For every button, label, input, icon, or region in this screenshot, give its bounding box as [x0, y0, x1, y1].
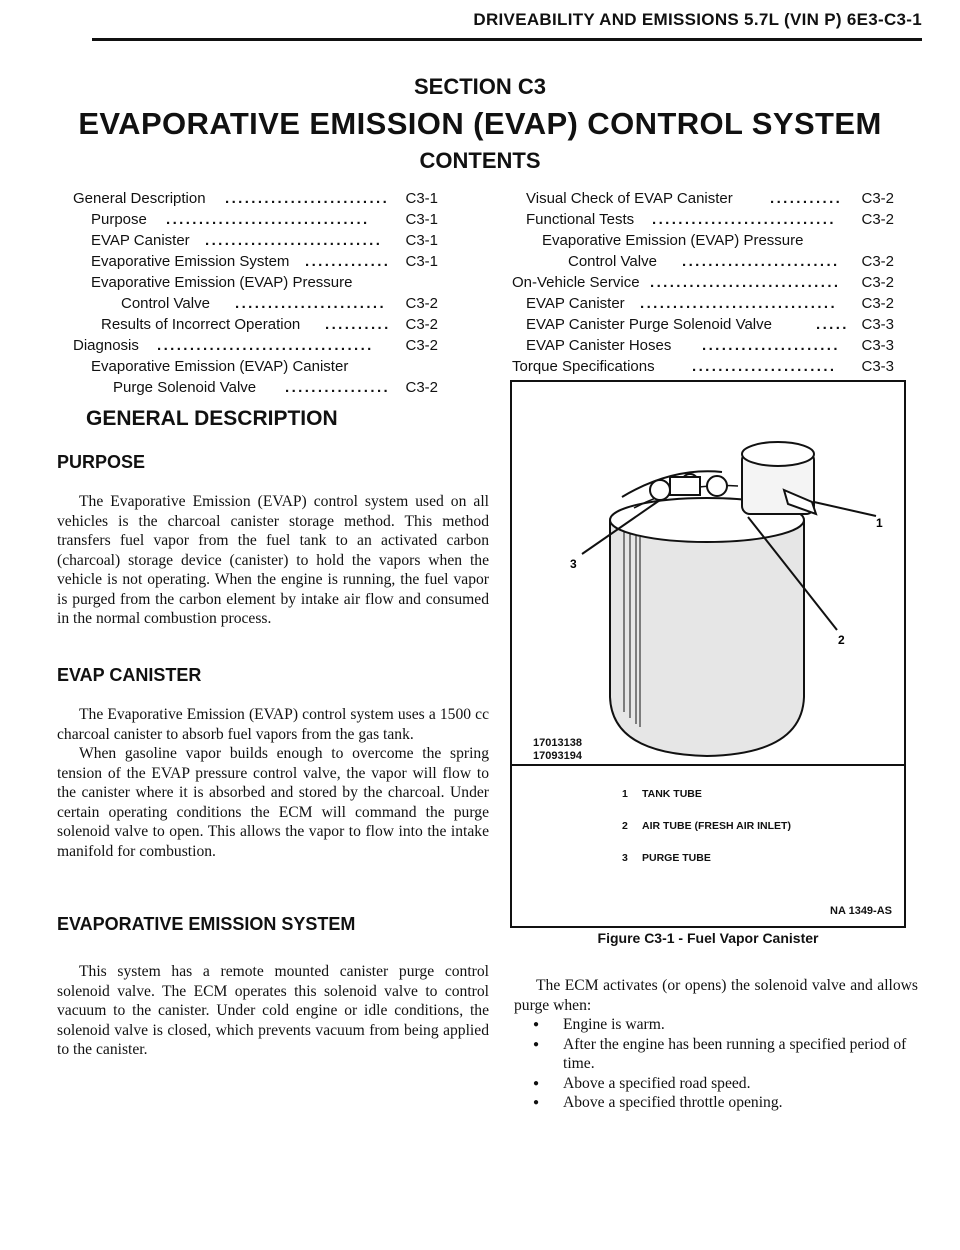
- toc-entry-text: EVAP Canister Purge Solenoid Valve: [526, 316, 772, 333]
- figure-box: [510, 380, 906, 928]
- toc-entry-text: Evaporative Emission (EVAP) Canister: [91, 358, 349, 375]
- toc-leader-dots: ...............................: [166, 211, 370, 228]
- purge-conditions-list: [533, 1015, 918, 1113]
- toc-right-column: [512, 188, 894, 377]
- part-number: 17013138: [533, 737, 582, 749]
- toc-entry[interactable]: [73, 230, 438, 251]
- toc-entry-page: C3-2: [405, 337, 438, 354]
- toc-leader-dots: ......................: [692, 358, 837, 375]
- toc-entry-page: C3-2: [861, 274, 894, 291]
- legend-number: 2: [622, 820, 628, 832]
- toc-entry: [73, 356, 438, 377]
- header-rule: [92, 38, 922, 41]
- evaporative-emission-system-heading: EVAPORATIVE EMISSION SYSTEM: [57, 914, 356, 934]
- legend-label: TANK TUBE: [642, 788, 702, 800]
- figure-divider: [512, 764, 904, 766]
- toc-entry[interactable]: [512, 293, 894, 314]
- list-item: ● After the engine has been running a specified period of time.: [533, 1035, 918, 1074]
- toc-entry-text: Visual Check of EVAP Canister: [526, 190, 733, 207]
- toc-entry-text: EVAP Canister: [526, 295, 625, 312]
- list-item: ● Engine is warm.: [533, 1015, 918, 1035]
- callout-2: 2: [838, 633, 845, 647]
- part-numbers: [533, 737, 582, 763]
- toc-entry-text: Control Valve: [121, 295, 210, 312]
- toc-entry[interactable]: [512, 251, 894, 272]
- toc-entry-page: C3-3: [861, 358, 894, 375]
- toc-leader-dots: .................................: [157, 337, 374, 354]
- list-item: ● Above a specified road speed.: [533, 1074, 918, 1094]
- toc-entry-text: Results of Incorrect Operation: [101, 316, 301, 333]
- toc-leader-dots: ..........: [325, 316, 391, 333]
- section-number: SECTION C3: [413, 74, 547, 99]
- purpose-heading: PURPOSE: [57, 452, 146, 472]
- fuel-vapor-canister-illustration: [512, 382, 904, 764]
- toc-leader-dots: ............................: [652, 211, 836, 228]
- toc-entry-page: C3-2: [861, 211, 894, 228]
- figure-caption: Figure C3-1 - Fuel Vapor Canister: [597, 930, 819, 946]
- evap-canister-text-1: The Evaporative Emission (EVAP) control system uses a 1500 cc charcoal canister to absorb fuel vapors from the gas tank.: [57, 706, 489, 743]
- purpose-text: The Evaporative Emission (EVAP) control system used on all vehicles is the charcoal canister storage method. This method transfers fuel vapor from the fuel tank to an activated carbon (charcoal) storage device (canister) to hold the vapors when the vehicle is not operating. When the engine is running, the fuel vapor is purged from the carbon element by intake air flow and consumed in the normal combustion process.: [57, 493, 489, 627]
- evaporative-emission-system-text: This system has a remote mounted canister purge control solenoid valve. The ECM operates this solenoid valve to control vacuum to the canister. Under cold engine or idle conditions, the solenoid valve is closed, which prevents vacuum from being applied to the canister.: [57, 963, 489, 1058]
- purge-intro-paragraph: [514, 976, 918, 1015]
- legend-label: AIR TUBE (FRESH AIR INLET): [642, 820, 791, 832]
- list-item: ● Above a specified throttle opening.: [533, 1093, 918, 1113]
- toc-leader-dots: ..............................: [640, 295, 838, 312]
- toc-entry-page: C3-1: [405, 190, 438, 207]
- toc-entry[interactable]: [73, 314, 438, 335]
- toc-entry-text: EVAP Canister Hoses: [526, 337, 672, 354]
- toc-entry-page: C3-2: [405, 316, 438, 333]
- legend-item: [622, 820, 791, 852]
- toc-entry-page: C3-1: [405, 232, 438, 249]
- toc-entry-text: Purge Solenoid Valve: [113, 379, 257, 396]
- legend-label: PURGE TUBE: [642, 852, 711, 864]
- toc-entry-page: C3-3: [861, 316, 894, 333]
- toc-entry-page: C3-2: [861, 253, 894, 270]
- toc-entry: [512, 230, 894, 251]
- general-description-heading: GENERAL DESCRIPTION: [86, 407, 338, 430]
- figure-code: NA 1349-AS: [830, 905, 892, 917]
- toc-entry[interactable]: [512, 314, 894, 335]
- toc-entry[interactable]: [512, 272, 894, 293]
- callout-1: 1: [876, 516, 883, 530]
- toc-entry-text: Functional Tests: [526, 211, 635, 228]
- legend-item: [622, 852, 791, 884]
- toc-entry-text: General Description: [73, 190, 206, 207]
- toc-entry[interactable]: [512, 188, 894, 209]
- toc-leader-dots: ........................: [682, 253, 840, 270]
- toc-entry[interactable]: [73, 209, 438, 230]
- toc-entry-text: Evaporative Emission System: [91, 253, 290, 270]
- evap-canister-heading: EVAP CANISTER: [57, 665, 202, 685]
- legend-number: 1: [622, 788, 628, 800]
- toc-leader-dots: .............................: [650, 274, 841, 291]
- legend-item: [622, 788, 791, 820]
- toc-entry[interactable]: [73, 293, 438, 314]
- toc-leader-dots: .............: [305, 253, 391, 270]
- toc-entry-text: Evaporative Emission (EVAP) Pressure: [542, 232, 804, 249]
- toc-leader-dots: ................: [285, 379, 391, 396]
- toc-leader-dots: ...........................: [205, 232, 383, 249]
- toc-entry-text: Purpose: [91, 211, 147, 228]
- toc-entry-page: C3-3: [861, 337, 894, 354]
- toc-entry[interactable]: [73, 377, 438, 398]
- toc-leader-dots: .....: [816, 316, 849, 333]
- toc-entry-page: C3-1: [405, 211, 438, 228]
- purge-intro-text: The ECM activates (or opens) the solenoid valve and allows purge when:: [514, 977, 918, 1014]
- canister-drawing: [610, 442, 816, 756]
- toc-entry-text: Evaporative Emission (EVAP) Pressure: [91, 274, 353, 291]
- toc-entry-text: Control Valve: [568, 253, 657, 270]
- toc-entry[interactable]: [73, 188, 438, 209]
- evap-canister-paragraph: [57, 705, 489, 861]
- toc-entry[interactable]: [512, 335, 894, 356]
- toc-entry-text: Diagnosis: [73, 337, 139, 354]
- toc-entry-page: C3-2: [861, 190, 894, 207]
- running-header: DRIVEABILITY AND EMISSIONS 5.7L (VIN P) 6E3-C3-1: [473, 10, 922, 29]
- part-number: 17093194: [533, 750, 582, 762]
- toc-entry-text: EVAP Canister: [91, 232, 190, 249]
- toc-leader-dots: .......................: [235, 295, 387, 312]
- figure-legend: [622, 788, 791, 884]
- purpose-paragraph: [57, 492, 489, 629]
- callout-3: 3: [570, 557, 577, 571]
- toc-entry[interactable]: [73, 251, 438, 272]
- legend-number: 3: [622, 852, 628, 864]
- evaporative-emission-system-paragraph: [57, 962, 489, 1060]
- toc-entry-page: C3-1: [405, 253, 438, 270]
- toc-leader-dots: ...........: [770, 190, 843, 207]
- toc-entry-text: On-Vehicle Service: [512, 274, 640, 291]
- toc-entry[interactable]: [73, 335, 438, 356]
- toc-entry[interactable]: [512, 209, 894, 230]
- toc-left-column: [73, 188, 438, 398]
- evap-canister-text-2: When gasoline vapor builds enough to overcome the spring tension of the EVAP pressure control valve, the vapor will flow to the canister where it is absorbed and stored by the charcoal. Under certain operating conditions the ECM will command the purge solenoid valve to open. This allows the vapor to flow into the intake manifold for combustion.: [57, 745, 489, 860]
- toc-entry-page: C3-2: [405, 295, 438, 312]
- toc-leader-dots: .....................: [702, 337, 840, 354]
- section-title: EVAPORATIVE EMISSION (EVAP) CONTROL SYSTEM: [78, 106, 882, 141]
- contents-heading: CONTENTS: [419, 148, 541, 173]
- toc-entry[interactable]: [512, 356, 894, 377]
- toc-entry-page: C3-2: [405, 379, 438, 396]
- toc-entry-page: C3-2: [861, 295, 894, 312]
- toc-entry-text: Torque Specifications: [512, 358, 655, 375]
- toc-leader-dots: .........................: [225, 190, 390, 207]
- toc-entry: [73, 272, 438, 293]
